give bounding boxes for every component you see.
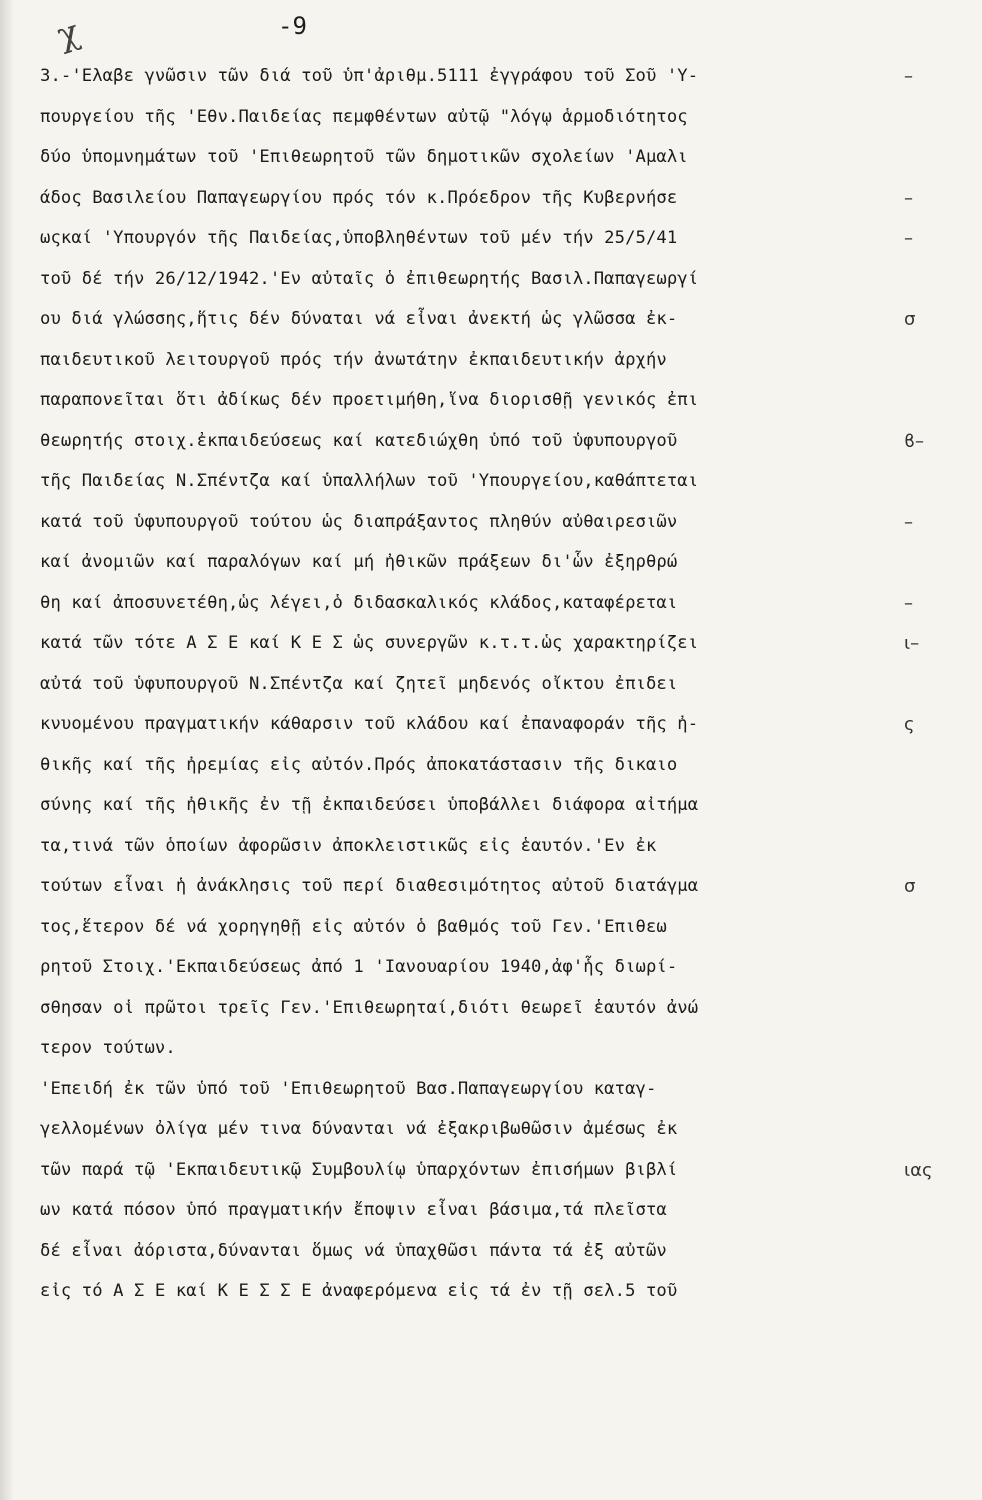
text-line: δέ εἶναι ἀόριστα,δύνανται ὅμως νά ὑπαχθῶσι πάντα τά ἐξ αὐτῶν: [40, 1240, 667, 1261]
text-line: τούτων εἶναι ἡ ἀνάκλησις τοῦ περί διαθεσιμότητος αὐτοῦ διατάγμα: [40, 876, 699, 896]
text-line: πουργείου τῆς 'Εθν.Παιδείας πεμφθέντων αὐτῷ "λόγῳ ἁρμοδιότητος: [40, 106, 688, 127]
margin-mark: –: [904, 592, 913, 614]
text-line: καί ἀνομιῶν καί παραλόγων καί μή ἠθικῶν πράξεων δι'ὧν ἐξηρθρώ: [40, 552, 678, 572]
text-line: θεωρητής στοιχ.ἐκπαιδεύσεως καί κατεδιώχθη ὑπό τοῦ ὑφυπουργοῦ: [40, 430, 678, 451]
text-line: σθησαν οἱ πρῶτοι τρεῖς Γεν.'Επιθεωρηταί,διότι θεωρεῖ ἑαυτόν ἀνώ: [40, 997, 699, 1018]
text-line: άδος Βασιλείου Παπαγεωργίου πρός τόν κ.Πρόεδρον τῆς Κυβερνήσε: [40, 187, 678, 208]
page-number: -9: [278, 12, 307, 40]
margin-mark: ιας: [904, 1159, 933, 1181]
text-line: 'Επειδή ἐκ τῶν ὑπό τοῦ 'Επιθεωρητοῦ Βασ.Παπαγεωργίου καταγ-: [40, 1078, 657, 1099]
text-line: τῶν παρά τῷ 'Εκπαιδευτικῷ Συμβουλίῳ ὑπαρχόντων ἐπισήμων βιβλί: [40, 1159, 678, 1180]
text-line: ων κατά πόσον ὑπό πραγματικήν ἔποψιν εἶναι βάσιμα,τά πλεῖστα: [40, 1200, 667, 1220]
margin-mark: –: [904, 187, 913, 209]
text-line: δύο ὑπομνημάτων τοῦ 'Επιθεωρητοῦ τῶν δημοτικῶν σχολείων 'Αμαλι: [40, 147, 688, 167]
text-line: τα,τινά τῶν ὁποίων ἀφορῶσιν ἀποκλειστικῶς εἰς ἑαυτόν.'Εν ἐκ: [40, 835, 657, 856]
text-line: θη καί ἀποσυνετέθη,ὡς λέγει,ὁ διδασκαλικός κλάδος,καταφέρεται: [40, 592, 678, 613]
margin-mark: ϐ–: [904, 430, 925, 452]
text-line: ωςκαί 'Υπουργόν τῆς Παιδείας,ὑποβληθέντων τοῦ μέν τήν 25/5/41: [40, 228, 678, 248]
text-line: ρητοῦ Στοιχ.'Εκπαιδεύσεως ἀπό 1 'Ιανουαρίου 1940,ἀφ'ἧς διωρί-: [40, 957, 678, 977]
margin-mark: σ: [904, 309, 916, 330]
text-line: αὐτά τοῦ ὑφυπουργοῦ Ν.Σπέντζα καί ζητεῖ μηδενός οἴκτου ἐπιδει: [40, 673, 678, 694]
text-line: παραπονεῖται ὅτι ἀδίκως δέν προετιμήθη,ἵνα διορισθῇ γενικός ἐπι: [40, 390, 699, 410]
text-line: εἰς τό Α Σ Ε καί Κ Ε Σ Σ Ε ἀναφερόμενα εἰς τά ἐν τῇ σελ.5 τοῦ: [40, 1281, 678, 1301]
margin-mark: ς: [904, 714, 915, 735]
text-line: τος,ἕτερον δέ νά χορηγηθῇ εἰς αὐτόν ὁ βαθμός τοῦ Γεν.'Επιθεω: [40, 916, 667, 937]
text-line: 3.-'Ελαβε γνῶσιν τῶν διά τοῦ ὑπ'ἀριθμ.5111 ἐγγράφου τοῦ Σοῦ 'Υ-: [40, 66, 699, 86]
margin-mark: –: [904, 66, 913, 87]
page-spine-shadow: [0, 0, 14, 1500]
margin-mark: –: [904, 228, 913, 249]
text-line: τερον τούτων.: [40, 1038, 176, 1058]
text-line: τῆς Παιδείας Ν.Σπέντζα καί ὑπαλλήλων τοῦ 'Υπουργείου,καθάπτεται: [40, 471, 699, 491]
margin-mark: ι–: [904, 633, 920, 654]
text-line: σύνης καί τῆς ἠθικῆς ἐν τῇ ἐκπαιδεύσει ὑποβάλλει διάφορα αἰτήμα: [40, 795, 699, 815]
text-line: γελλομένων ὀλίγα μέν τινα δύνανται νά ἐξακριβωθῶσιν ἀμέσως ἐκ: [40, 1119, 678, 1139]
text-line: κνυομένου πραγματικήν κάθαρσιν τοῦ κλάδου καί ἐπαναφοράν τῆς ἠ-: [40, 714, 699, 734]
text-line: θικῆς καί τῆς ἠρεμίας εἰς αὐτόν.Πρός ἀποκατάστασιν τῆς δικαιο: [40, 754, 678, 775]
text-line: τοῦ δέ τήν 26/12/1942.'Εν αὐταῖς ὁ ἐπιθεωρητής Βασιλ.Παπαγεωργί: [40, 268, 699, 289]
margin-mark: –: [904, 511, 913, 533]
text-line: παιδευτικοῦ λειτουργοῦ πρός τήν ἀνωτάτην ἐκπαιδευτικήν ἀρχήν: [40, 349, 667, 370]
margin-mark: σ: [904, 876, 916, 897]
text-line: κατά τῶν τότε Α Σ Ε καί Κ Ε Σ ὡς συνεργῶν κ.τ.τ.ὡς χαρακτηρίζει: [40, 633, 699, 653]
right-margin-annotations: [896, 56, 982, 1496]
typewritten-body-text: [40, 56, 880, 1312]
text-line: κατά τοῦ ὑφυπουργοῦ τούτου ὡς διαπράξαντος πληθύν αὐθαιρεσιῶν: [40, 511, 678, 532]
handwritten-corner-mark: χ: [52, 11, 85, 57]
text-line: ου διά γλώσσης,ἥτις δέν δύναται νά εἶναι ἀνεκτή ὡς γλῶσσα ἐκ-: [40, 309, 678, 329]
